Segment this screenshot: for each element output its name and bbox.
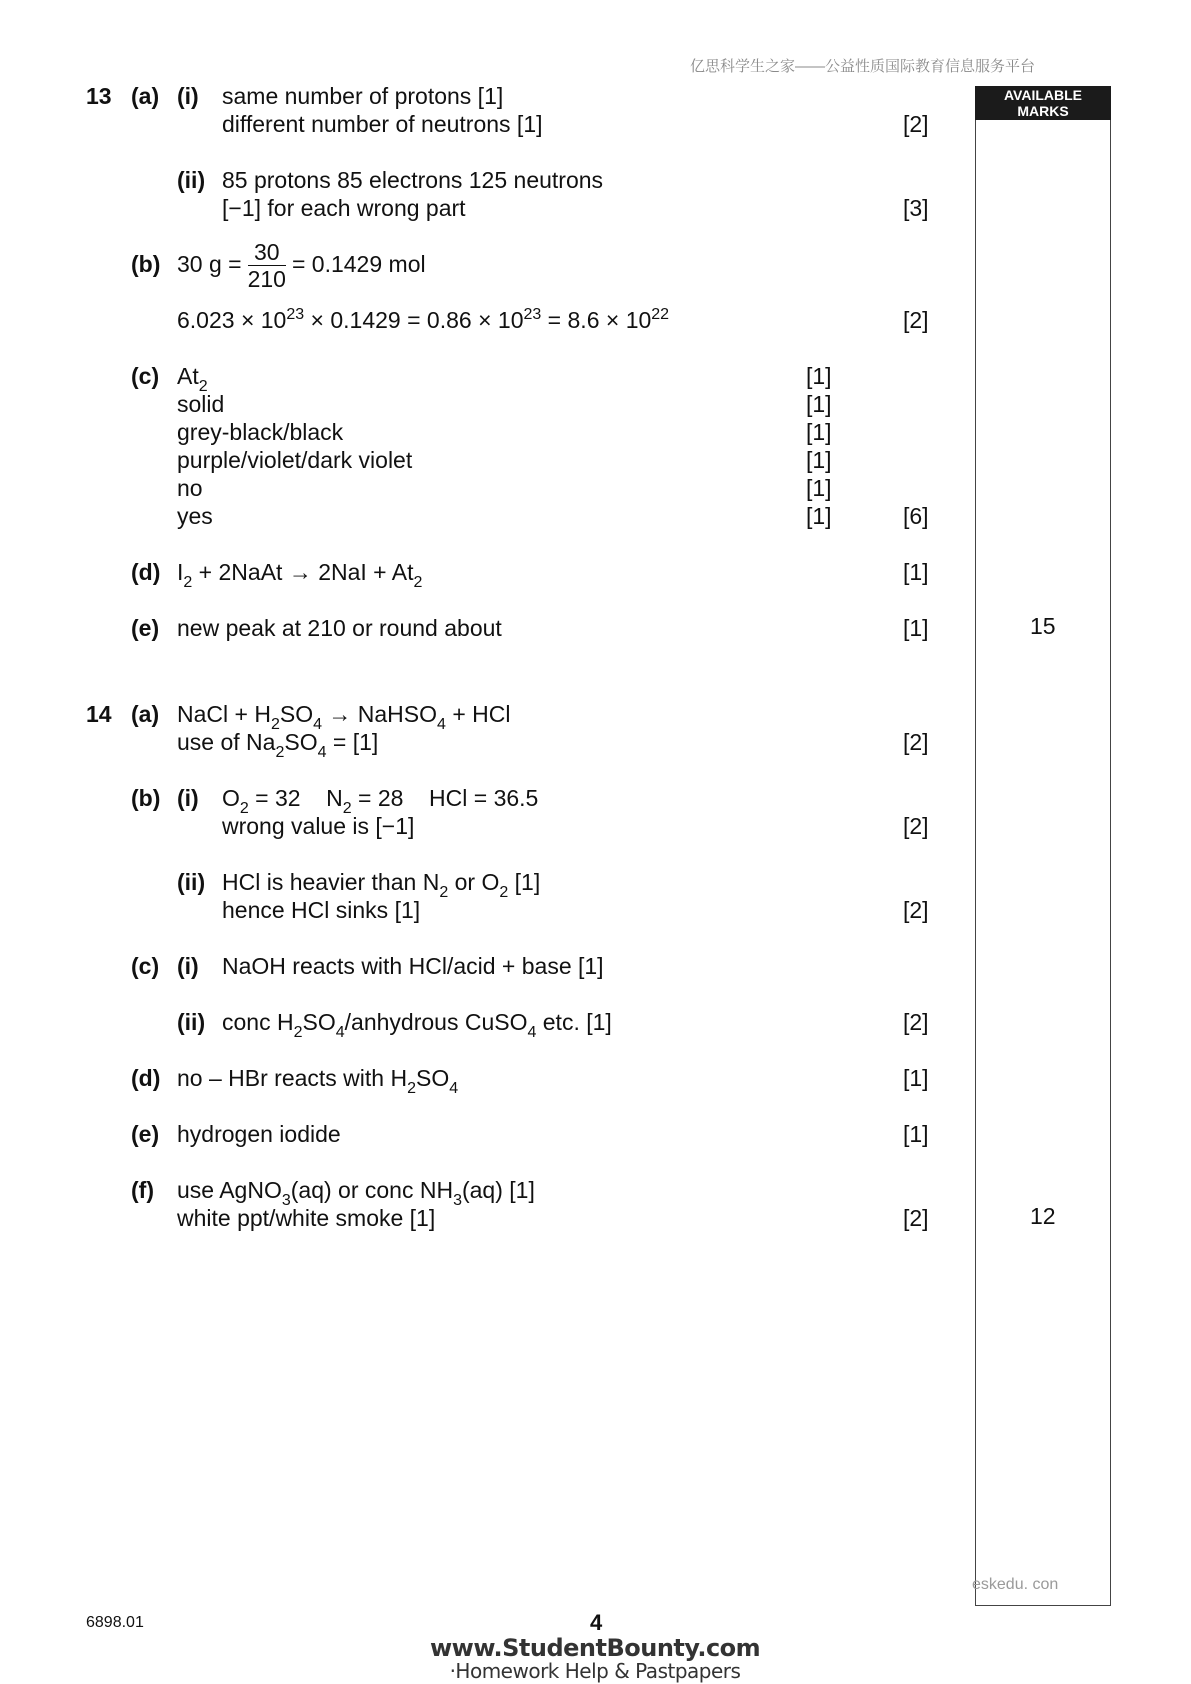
answer-14b-i-line2: wrong value is [−1]: [222, 813, 415, 839]
answer-13c-item: purple/violet/dark violet: [177, 447, 413, 473]
answer-14f-line2: white ppt/white smoke [1]: [177, 1205, 436, 1231]
answer-14f-line1: use AgNO$_3$(aq) or conc $NH_3(aq)$ [1]: [177, 1177, 535, 1209]
mark-13e: [1]: [903, 615, 929, 641]
mark-13c-item: [1]: [806, 419, 832, 445]
header-note: 亿思科学生之家——公益性质国际教育信息服务平台: [690, 58, 1036, 75]
studentbounty-logo[interactable]: [430, 1636, 760, 1682]
part-label-13c: (c): [131, 363, 160, 389]
part-label-14d: (d): [131, 1065, 161, 1091]
answer-14a-line1: NaCl + $H_2SO_4$ → NaHSO$_4$ + HCl: [177, 701, 511, 733]
part-label-14e: (e): [131, 1121, 160, 1147]
mark-13c-item: [1]: [806, 503, 832, 529]
subpart-label-14b-ii: (ii): [177, 869, 206, 895]
answer-13d: $I_2$ + 2NaAt → $2NaI + At_2$: [177, 559, 423, 591]
part-label-13d: (d): [131, 559, 161, 585]
answer-14b-ii-line1: HCl is heavier than $N_2$ or $O_2$ [1]: [222, 869, 541, 901]
answer-13c-item: grey-black/black: [177, 419, 344, 445]
subpart-label-13a-ii: (ii): [177, 167, 206, 193]
part-label-13e: (e): [131, 615, 160, 641]
available-marks-header: AVAILABLE MARKS: [975, 86, 1111, 120]
mark-14b-i: [2]: [903, 813, 929, 839]
answer-14e: hydrogen iodide: [177, 1121, 341, 1147]
question-number-13: 13: [86, 83, 112, 109]
question-number-14: 14: [86, 701, 112, 727]
part-label-14f: (f): [131, 1177, 154, 1203]
answer-13b-line1: 30 g = $\frac{30}{210}$ = 0.1429 mol: [177, 239, 426, 293]
part-label-13a: (a): [131, 83, 160, 109]
mark-14b-ii: [2]: [903, 897, 929, 923]
mark-14f: [2]: [903, 1205, 929, 1231]
available-marks-column: [975, 86, 1111, 1606]
answer-14d: no – HBr reacts with $H_2SO_4$: [177, 1065, 459, 1097]
mark-13a-i: [2]: [903, 111, 929, 137]
paper-code: 6898.01: [86, 1614, 144, 1631]
answer-13a-ii-line1: 85 protons 85 electrons 125 neutrons: [222, 167, 604, 193]
part-label-14a: (a): [131, 701, 160, 727]
mark-13c-item: [1]: [806, 363, 832, 389]
answer-13c-item: no: [177, 475, 203, 501]
answer-13a-i-line1: same number of protons [1]: [222, 83, 504, 109]
answer-14b-i-line1: $O_2 = 32$ $N_2 = 28$ HCl = 36.5: [222, 785, 539, 817]
mark-13a-ii: [3]: [903, 195, 929, 221]
part-label-14c: (c): [131, 953, 160, 979]
part-label-14b: (b): [131, 785, 161, 811]
answer-13a-i-line2: different number of neutrons [1]: [222, 111, 543, 137]
mark-14a: [2]: [903, 729, 929, 755]
page-number: 4: [590, 1610, 603, 1635]
fraction: $\frac{30}{210}$: [247, 239, 286, 293]
watermark-text: eskedu. con: [972, 1576, 1059, 1593]
answer-13c-item: yes: [177, 503, 213, 529]
mark-13c-item: [1]: [806, 447, 832, 473]
logo-tagline: ·Homework Help & Pastpapers: [449, 1659, 741, 1683]
answer-14b-ii-line2: hence HCl sinks [1]: [222, 897, 421, 923]
mark-13d: [1]: [903, 559, 929, 585]
answer-13b-line2: $6.023 \times 10^{23} \times 0.1429 = 0.86 \times 10^{23} = 8.6 \times 10^{22}$: [177, 306, 670, 333]
part-label-13b: (b): [131, 251, 161, 277]
answer-14c-ii: conc $H_2SO_4$/anhydrous CuSO$_4$ etc. [1]: [222, 1009, 612, 1041]
logo-url: www.StudentBounty.com: [430, 1634, 761, 1662]
mark-13c-item: [1]: [806, 475, 832, 501]
subpart-label-14b-i: (i): [177, 785, 199, 811]
mark-13c-item: [1]: [806, 391, 832, 417]
answer-13c-item: solid: [177, 391, 225, 417]
mark-14d: [1]: [903, 1065, 929, 1091]
answer-14a-line2: use of $Na_2SO_4 = [1]$: [177, 729, 379, 761]
subpart-label-13a-i: (i): [177, 83, 199, 109]
available-marks-14: 12: [1030, 1203, 1056, 1229]
subpart-label-14c-i: (i): [177, 953, 199, 979]
answer-13a-ii-line2: [−1] for each wrong part: [222, 195, 466, 221]
answer-14c-i: NaOH reacts with HCl/acid + base [1]: [222, 953, 604, 979]
mark-13c-total: [6]: [903, 503, 929, 529]
available-marks-13: 15: [1030, 613, 1056, 639]
mark-13b: [2]: [903, 307, 929, 333]
subpart-label-14c-ii: (ii): [177, 1009, 206, 1035]
answer-13c-item: $At_2$: [177, 363, 208, 395]
answer-13e: new peak at 210 or round about: [177, 615, 502, 641]
mark-14e: [1]: [903, 1121, 929, 1147]
mark-14c: [2]: [903, 1009, 929, 1035]
